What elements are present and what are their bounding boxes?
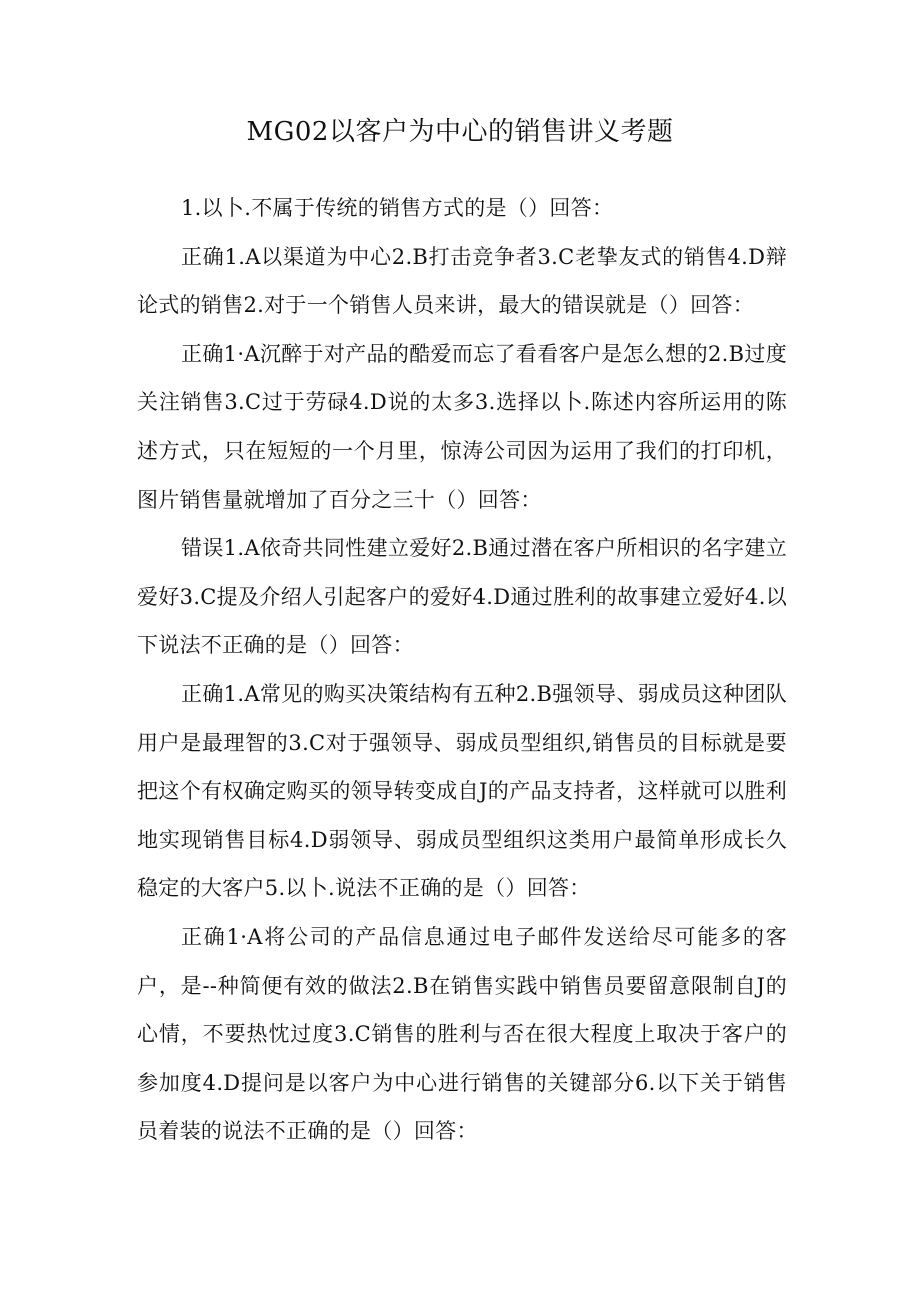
- paragraph-answer-5: 正确1·A将公司的产品信息通过电子邮件发送给尽可能多的客户，是--种简便有效的做法2.B在销售实践中销售员要留意限制自J的心情，不要热忱过度3.C销售的胜利与否在很大程度上取决于客户的参加度4.D提问是以客户为中心进行销售的关键部分6.以下关于销售员着装的说法不正确的是（）回答：: [137, 924, 787, 1144]
- paragraph-answer-4: 正确1.A常见的购买决策结构有五种2.B强领导、弱成员这种团队用户是最理智的3.C对于强领导、弱成员型组织,销售员的目标就是要把这个有权确定购买的领导转变成自J的产品支持者，这样就可以胜利地实现销售目标4.D弱领导、弱成员型组织这类用户最简单形成长久稳定的大客户5.以卜.说法不正确的是（）回答：: [137, 681, 787, 901]
- paragraph-answer-1: 正确1.A以渠道为中心2.B打击竞争者3.C老挚友式的销售4.D辩论式的销售2.对于一个销售人员来讲，最大的错误就是（）回答：: [137, 244, 787, 318]
- document-body: [137, 184, 787, 1156]
- paragraph-answer-3: 错误1.A依奇共同性建立爱好2.B通过潜在客户所相识的名字建立爱好3.C提及介绍人引起客户的爱好4.D通过胜利的故事建立爱好4.以下说法不正确的是（）回答：: [137, 536, 787, 658]
- paragraph-question-1: 1.以卜.不属于传统的销售方式的是（）回答：: [181, 196, 614, 220]
- document-title: MG02以客户为中心的销售讲义考题: [246, 117, 674, 147]
- paragraph-answer-2: 正确1·A沉醉于对产品的酷爱而忘了看看客户是怎么想的2.B过度关注销售3.C过于劳碌4.D说的太多3.选择以卜.陈述内容所运用的陈述方式，只在短短的一个月里，惊涛公司因为运用了我们的打印机，图片销售量就增加了百分之三十（）回答：: [137, 341, 787, 512]
